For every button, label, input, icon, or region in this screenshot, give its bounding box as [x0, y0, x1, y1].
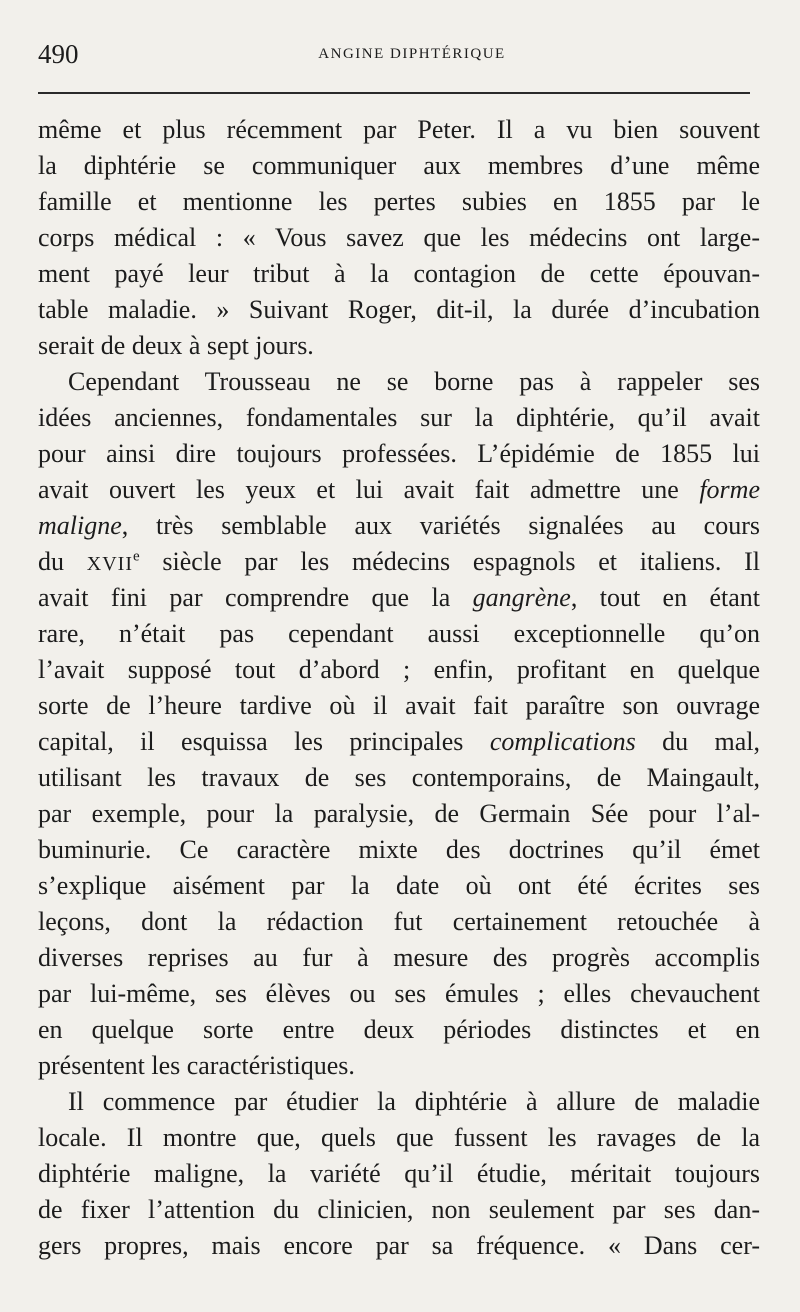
- text-line: Cependant Trousseau ne se borne pas à rappeler ses: [68, 367, 760, 396]
- text-run: du mal,: [635, 727, 760, 756]
- text-line: rare, n’était pas cependant aussi exceptionnelle qu’on: [38, 619, 760, 648]
- text-line: ment payé leur tribut à la contagion de cette épouvan-: [38, 259, 760, 288]
- text-line: diverses reprises au fur à mesure des progrès accomplis: [38, 943, 760, 972]
- roman-numeral: XVII: [86, 553, 133, 575]
- text-line: famille et mentionne les pertes subies en 1855 par le: [38, 187, 760, 216]
- page-number: 490: [38, 39, 79, 69]
- text-line: leçons, dont la rédaction fut certainement retouchée à: [38, 907, 760, 936]
- text-run: capital, il esquissa les principales: [38, 727, 490, 756]
- text-line: par lui-même, ses élèves ou ses émules ; elles chevauchent: [38, 979, 760, 1008]
- header-rule: [38, 92, 750, 94]
- running-header: [38, 36, 750, 76]
- italic-run: complications: [489, 727, 636, 756]
- text-line: pour ainsi dire toujours professées. L’épidémie de 1855 lui: [38, 439, 760, 468]
- text-line: de fixer l’attention du clinicien, non seulement par ses dan-: [38, 1195, 760, 1224]
- text-run: avait ouvert les yeux et lui avait fait admettre une: [38, 475, 700, 504]
- text-line: [38, 544, 760, 580]
- text-line: buminurie. Ce caractère mixte des doctrines qu’il émet: [38, 835, 760, 864]
- text-line: Il commence par étudier la diphtérie à allure de maladie: [68, 1087, 760, 1116]
- running-title: ANGINE DIPHTÉRIQUE: [318, 46, 506, 62]
- superscript: e: [132, 548, 140, 565]
- text-line: s’explique aisément par la date où ont été écrites ses: [38, 871, 760, 900]
- text-line: corps médical : « Vous savez que les médecins ont large-: [38, 223, 760, 252]
- text-run: du: [38, 547, 87, 576]
- text-line: locale. Il montre que, quels que fussent les ravages de la: [38, 1123, 760, 1152]
- text-line: présentent les caractéristiques.: [38, 1051, 355, 1080]
- body-text: [38, 112, 760, 1264]
- text-line: sorte de l’heure tardive où il avait fait paraître son ouvrage: [38, 691, 760, 720]
- text-run: , très semblable aux variétés signalées au cours: [121, 511, 760, 540]
- text-line: [38, 508, 760, 544]
- text-line: diphtérie maligne, la variété qu’il étudie, méritait toujours: [38, 1159, 760, 1188]
- text-line: l’avait supposé tout d’abord ; enfin, profitant en quelque: [38, 655, 760, 684]
- text-line: [38, 580, 760, 616]
- text-line: même et plus récemment par Peter. Il a vu bien souvent: [38, 115, 760, 144]
- text-run: avait fini par comprendre que la: [38, 583, 473, 612]
- text-line: [38, 724, 760, 760]
- italic-run: gangrène: [472, 583, 571, 612]
- text-line: gers propres, mais encore par sa fréquence. « Dans cer-: [38, 1231, 760, 1260]
- italic-run: forme: [699, 475, 760, 504]
- text-run: siècle par les médecins espagnols et italiens. Il: [139, 547, 760, 576]
- italic-run: maligne: [38, 511, 122, 540]
- text-line: [38, 472, 760, 508]
- text-line: serait de deux à sept jours.: [38, 331, 314, 360]
- text-line: utilisant les travaux de ses contemporains, de Maingault,: [38, 763, 760, 792]
- text-line: par exemple, pour la paralysie, de Germain Sée pour l’al-: [38, 799, 760, 828]
- text-line: idées anciennes, fondamentales sur la diphtérie, qu’il avait: [38, 403, 760, 432]
- text-run: , tout en étant: [570, 583, 761, 612]
- text-line: en quelque sorte entre deux périodes distinctes et en: [38, 1015, 760, 1044]
- text-line: table maladie. » Suivant Roger, dit-il, la durée d’incubation: [38, 295, 760, 324]
- text-line: la diphtérie se communiquer aux membres d’une même: [38, 151, 760, 180]
